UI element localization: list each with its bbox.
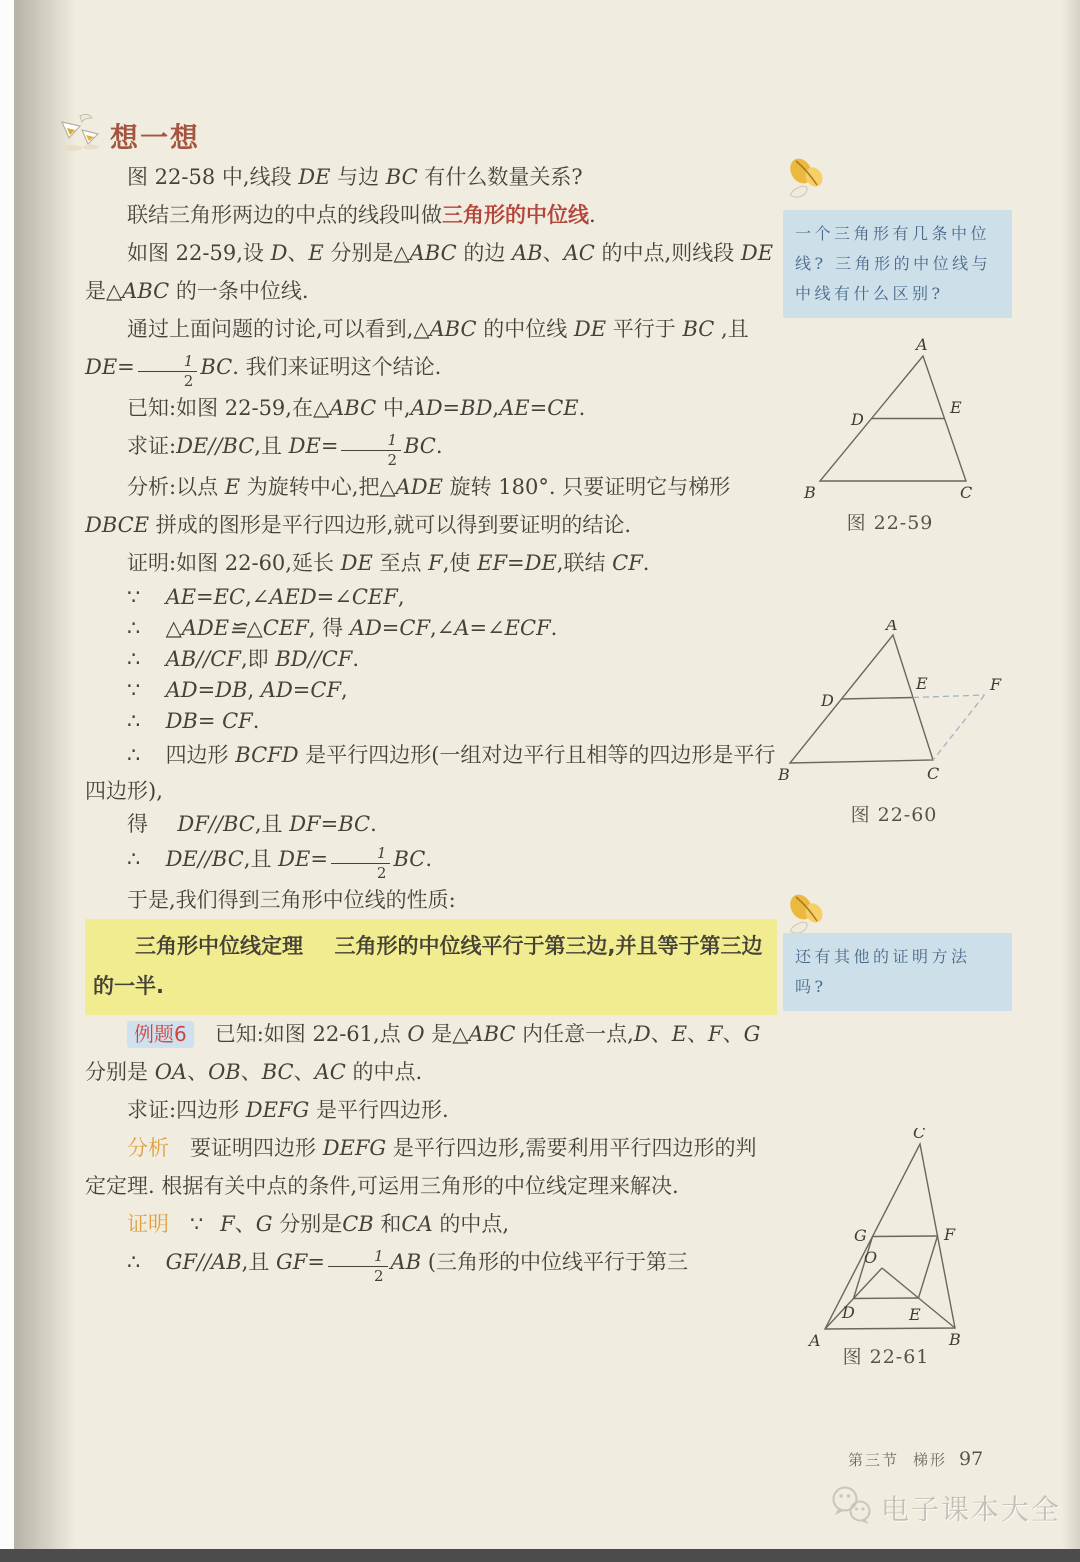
question-22-58: 图 22-58 中,线段 DE 与边 BC 有什么数量关系? <box>127 165 583 189</box>
proof-step: ∴ △ADE≌△CEF, 得 AD=CF,∠A=∠ECF. <box>127 616 558 640</box>
margin-note-1: 一个三角形有几条中位线? 三角形的中位线与中线有什么区别? <box>783 210 1012 318</box>
vertex-label: E <box>909 1305 921 1324</box>
watermark <box>830 1486 1061 1530</box>
vertex-label: A <box>809 1331 821 1350</box>
main-text-column <box>85 158 777 1284</box>
vertex-label: D <box>842 1303 855 1322</box>
to-prove-statement: 求证:DE//BC,且 DE= $\frac{1}{2}$ BC. <box>127 431 443 469</box>
book-spine-shadow <box>14 0 76 1562</box>
page-number: 97 <box>959 1448 984 1470</box>
watermark-text: 电子课本大全 <box>881 1493 1062 1526</box>
vertex-label: E <box>950 398 962 417</box>
definition-midsegment: 联结三角形两边的中点的线段叫做三角形的中位线. <box>127 203 596 227</box>
vertex-label: E <box>916 674 928 693</box>
figure-caption: 图 22-61 <box>842 1346 930 1368</box>
figure-22-61 <box>800 1128 972 1354</box>
example6-prove: 求证:四边形 DEFG 是平行四边形. <box>127 1098 449 1122</box>
figure-caption: 图 22-60 <box>850 804 938 826</box>
example6-proof-line2: ∴ GF//AB,且 GF= $\frac{1}{2}$ AB (三角形的中位线平行于第三 <box>127 1247 689 1285</box>
proof-step: ∴ DB= CF. <box>127 709 260 733</box>
example6-intro: 例题6 已知:如图 22-61,点 O 是△ABC 内任意一点,D、E、F、G 分别是 OA、OB、BC、AC 的中点. <box>85 1022 761 1084</box>
section-header-label: 想一想 <box>110 121 201 154</box>
vertex-label: B <box>778 765 790 784</box>
scan-left-edge <box>0 0 14 1562</box>
theorem-highlight: 三角形中位线定理 三角形的中位线平行于第三边,并且等于第三边的一半. <box>85 919 777 1015</box>
proof-step: ∵ AE=EC,∠AED=∠CEF, <box>127 585 405 609</box>
footer-section: 第三节 <box>848 1451 900 1469</box>
vertex-label: D <box>821 691 834 710</box>
think-icon <box>58 112 104 160</box>
footer-subsection: 梯形 <box>913 1451 948 1469</box>
vertex-label: G <box>854 1226 867 1245</box>
scan-right-edge <box>1062 0 1080 1562</box>
vertex-label: C <box>913 1128 926 1142</box>
proof-step: ∵ AD=DB, AD=CF, <box>127 678 348 702</box>
example6-proof-line1: 证明 ∵ F、G 分别是CB 和CA 的中点, <box>127 1212 509 1236</box>
conclusion-lead-in: 于是,我们得到三角形中位线的性质: <box>127 888 456 912</box>
discussion: 通过上面问题的讨论,可以看到,△ABC 的中位线 DE 平行于 BC ,且 DE= $\frac{1}{2}$ BC. 我们来证明这个结论. <box>85 317 749 390</box>
butterfly-icon <box>784 156 830 204</box>
given-statement: 已知:如图 22-59,在△ABC 中,AD=BD,AE=CE. <box>127 396 586 420</box>
vertex-label: F <box>944 1225 956 1244</box>
figure-22-59 <box>800 336 980 506</box>
example6-analysis: 分析 要证明四边形 DEFG 是平行四边形,需要利用平行四边形的判定定理. 根据有关中点的条件,可运用三角形的中位线定理来解决. <box>85 1136 757 1198</box>
figure-22-60 <box>778 620 1010 794</box>
vertex-label: A <box>886 620 898 634</box>
wechat-icon <box>830 1486 876 1530</box>
setup-22-59: 如图 22-59,设 D、E 分别是△ABC 的边 AB、AC 的中点,则线段 DE 是△ABC 的一条中位线. <box>85 241 774 303</box>
vertex-label: C <box>927 764 940 783</box>
vertex-label: C <box>960 483 973 502</box>
vertex-label: B <box>949 1330 961 1349</box>
vertex-label: D <box>851 410 864 429</box>
figure-caption: 图 22-59 <box>846 512 934 534</box>
analysis-paragraph: 分析:以点 E 为旋转中心,把△ADE 旋转 180°. 只要证明它与梯形 DBCE 拼成的图形是平行四边形,就可以得到要证明的结论. <box>85 475 731 537</box>
proof-intro: 证明:如图 22-60,延长 DE 至点 F,使 EF=DE,联结 CF. <box>127 551 650 575</box>
proof-step: 得 DF//BC,且 DF=BC. <box>127 812 377 836</box>
proof-step: ∴ AB//CF,即 BD//CF. <box>127 647 360 671</box>
vertex-label: B <box>804 483 816 502</box>
vertex-label: F <box>990 675 1002 694</box>
proof-step: ∴ DE//BC,且 DE= $\frac{1}{2}$ BC. <box>127 844 433 882</box>
proof-step: ∴ 四边形 BCFD 是平行四边形(一组对边平行且相等的四边形是平行四边形), <box>85 743 776 803</box>
vertex-label: O <box>864 1248 878 1267</box>
margin-note-2: 还有其他的证明方法吗? <box>783 933 1012 1011</box>
vertex-label: A <box>916 336 928 354</box>
scan-bottom-bar <box>0 1549 1080 1562</box>
page-footer <box>848 1448 983 1470</box>
section-header <box>58 112 200 160</box>
